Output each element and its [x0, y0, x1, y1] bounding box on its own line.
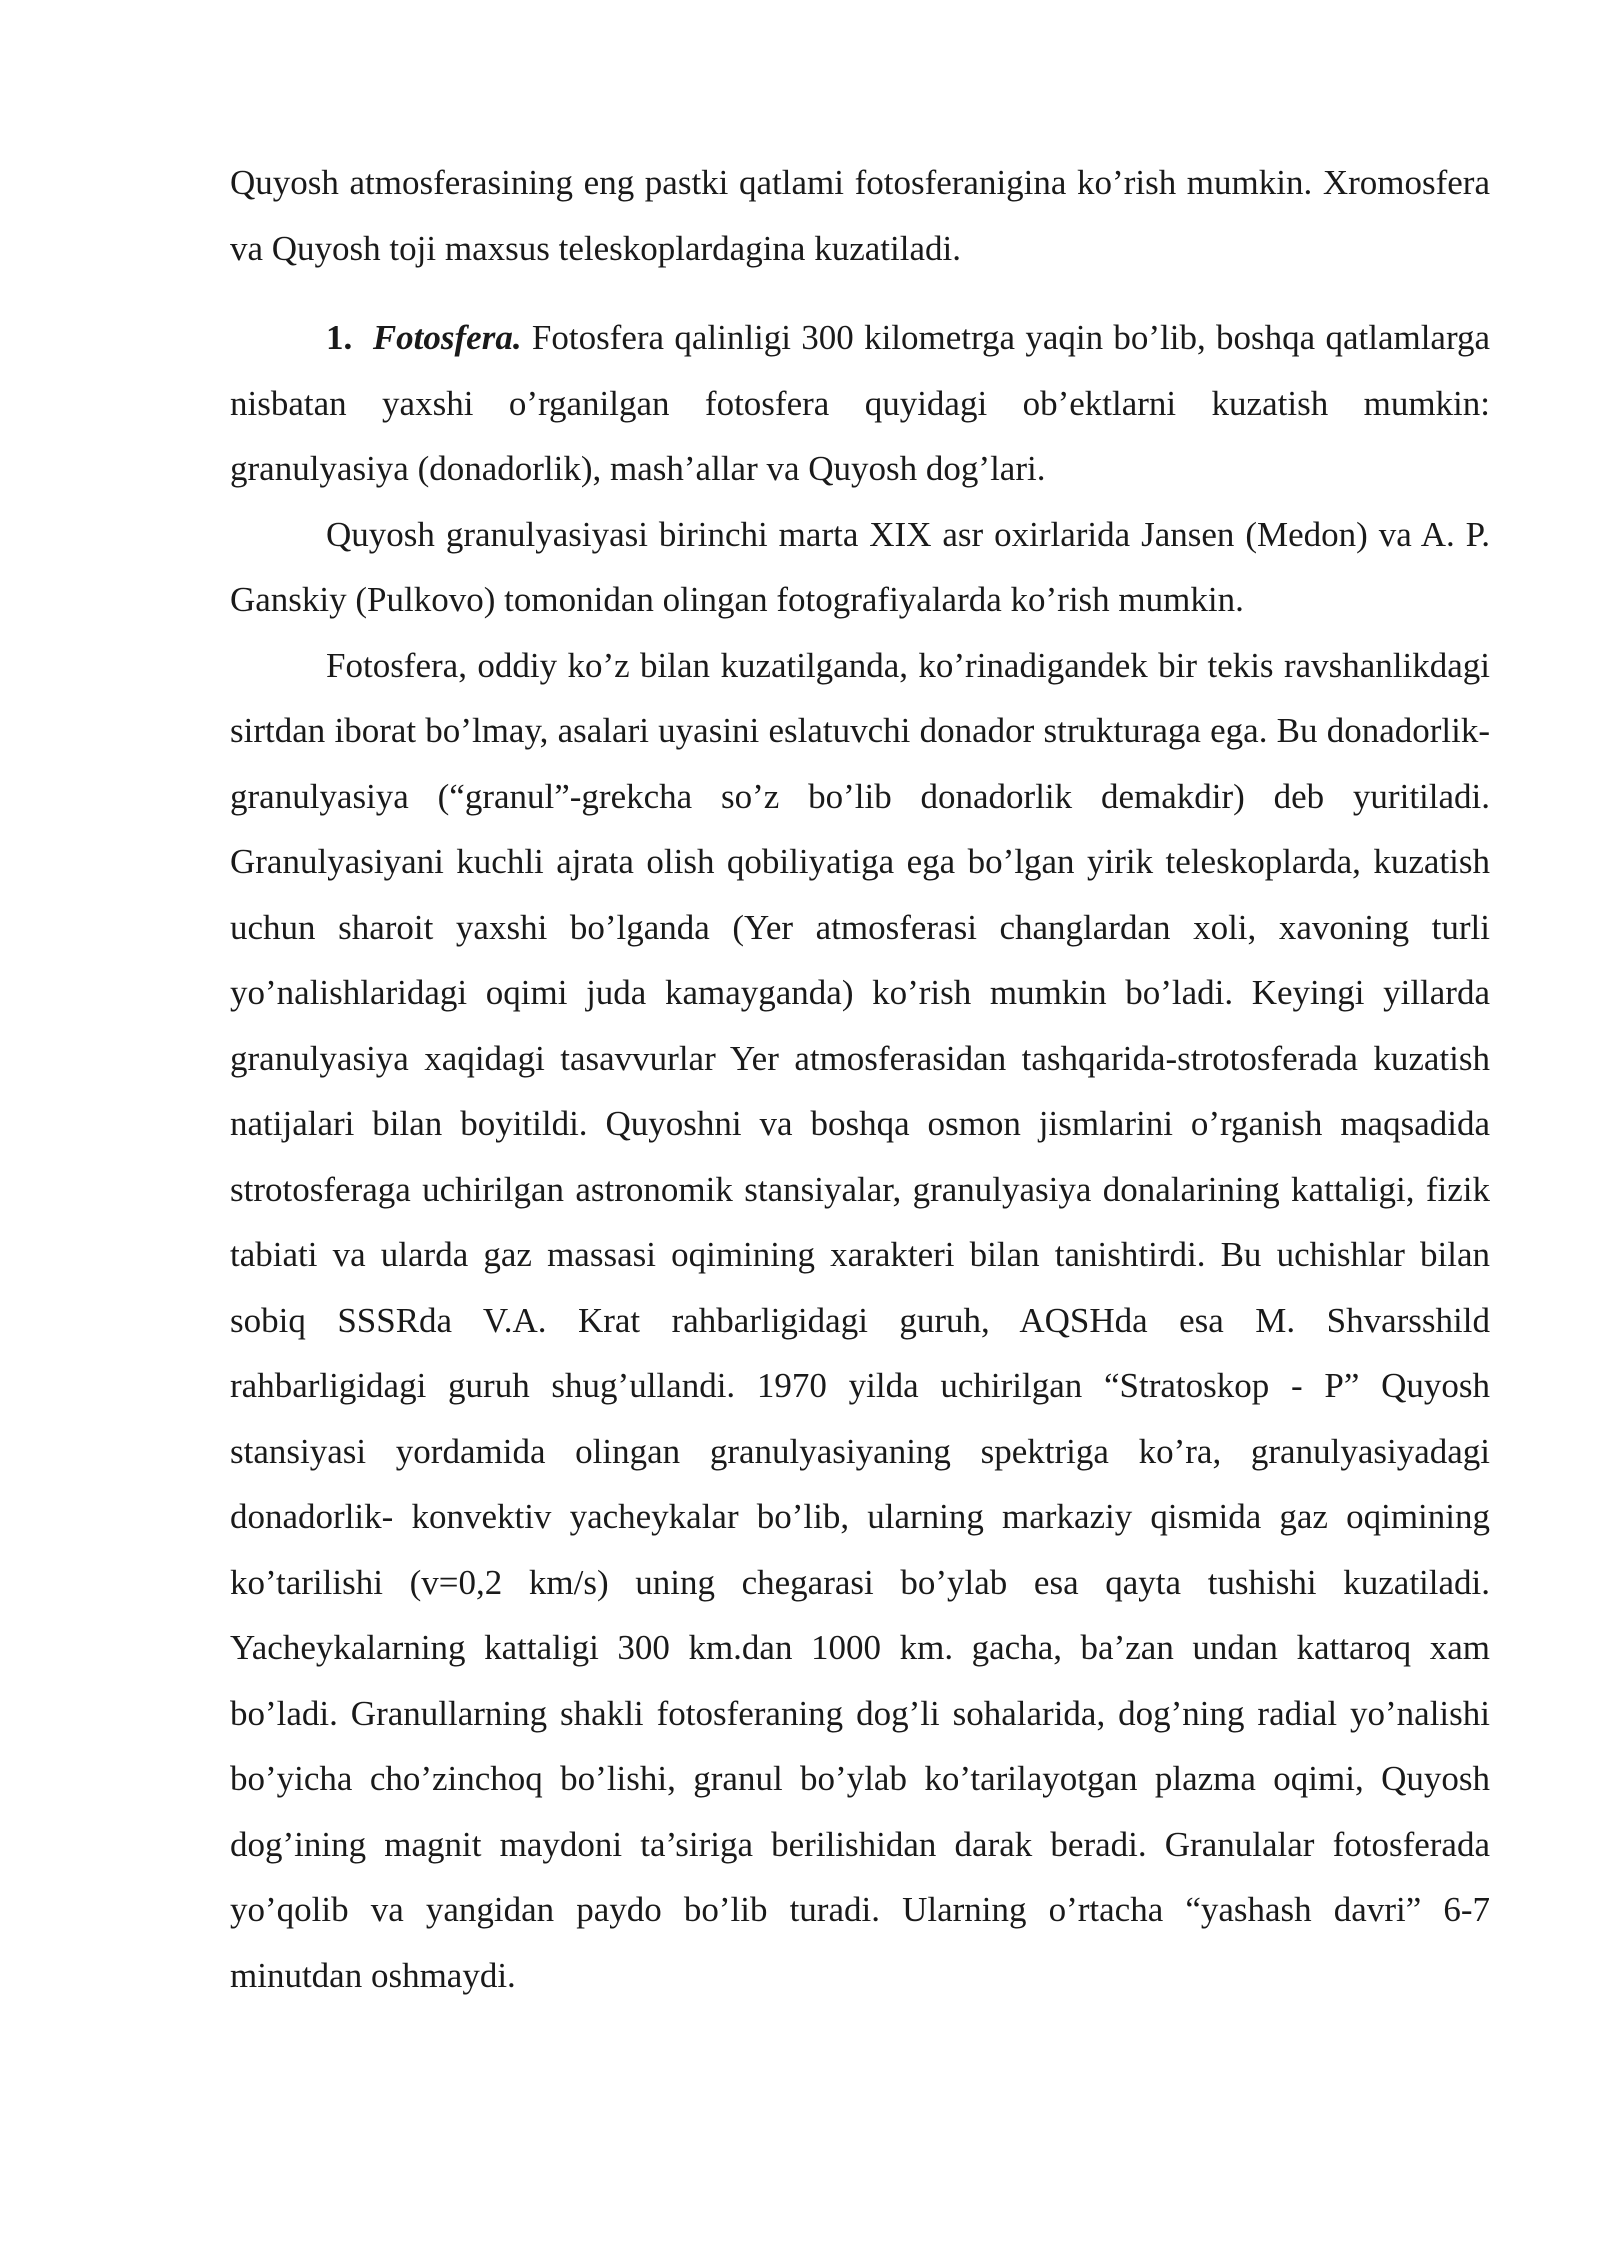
photosphere-description-paragraph: Fotosfera, oddiy ko’z bilan kuzatilganda, ko’rinadigandek bir tekis ravshanlikdagi sirtdan iborat bo’lmay, asalari uyasini eslatuvchi donador strukturaga ega. Bu donadorlik-granulyasiya (“granul”-grekcha so’z bo’lib donadorlik demakdir) deb yuritiladi. Granulyasiyani kuchli ajrata olish qobiliyatiga ega bo’lgan yirik teleskoplarda, kuzatish uchun sharoit yaxshi bo’lganda (Yer atmosferasi changlardan xoli, xavoning turli yo’nalishlaridagi oqimi juda kamayganda) ko’rish mumkin bo’ladi. Keyingi yillarda granulyasiya xaqidagi tasavvurlar Yer atmosferasidan tashqarida-strotosferada kuzatish natijalari bilan boyitildi. Quyoshni va boshqa osmon jismlarini o’rganish maqsadida strotosferaga uchirilgan astronomik stansiyalar, granulyasiya donalarining kattaligi, fizik tabiati va ularda gaz massasi oqimining xarakteri bilan tanishtirdi. Bu uchishlar bilan sobiq SSSRda V.A. Krat rahbarligidagi guruh, AQSHda esa M. Shvarsshild rahbarligidagi guruh shug’ullandi. 1970 yilda uchirilgan “Stratoskop - P” Quyosh stansiyasi yordamida olingan granulyasiyaning spektriga ko’ra, granulyasiyadagi donadorlik- konvektiv yacheykalar bo’lib, ularning markaziy qismida gaz oqimining ko’tarilishi (v=0,2 km/s) uning chegarasi bo’ylab esa qayta tushishi kuzatiladi. Yacheykalarning kattaligi 300 km.dan 1000 km. gacha, ba’zan undan kattaroq xam bo’ladi. Granullarning shakli fotosferaning dog’li sohalarida, dog’ning radial yo’nalishi bo’yicha cho’zinchoq bo’lishi, granul bo’ylab ko’tarilayotgan plazma oqimi, Quyosh dog’ining magnit maydoni ta’siriga berilishidan darak beradi. Granulalar fotosferada yo’qolib va yangidan paydo bo’lib turadi. Ularning o’rtacha “yashash davri” 6-7 minutdan oshmaydi.	[230, 645, 1490, 1995]
granulation-history-paragraph: Quyosh granulyasiyasi birinchi marta XIX asr oxirlarida Jansen (Medon) va A. P. Ganskiy (Pulkovo) tomonidan olingan fotografiyalarda ko’rish mumkin.	[230, 514, 1490, 619]
section-number: 1.	[326, 318, 353, 357]
intro-paragraph: Quyosh atmosferasining eng pastki qatlami fotosferanigina ko’rish mumkin. Xromosfera va Quyosh toji maxsus teleskoplardagina kuzatiladi.	[230, 163, 1490, 268]
document-body	[230, 150, 1490, 2008]
section-1-text: Fotosfera qalinligi 300 kilometrga yaqin bo’lib, boshqa qatlamlarga nisbatan yaxshi o’rganilgan fotosfera quyidagi ob’ektlarni kuzatish mumkin: granulyasiya (donadorlik), mash’allar va Quyosh dog’lari.	[230, 318, 1491, 488]
section-1-paragraph	[230, 305, 1490, 502]
section-term: Fotosfera.	[372, 318, 522, 357]
